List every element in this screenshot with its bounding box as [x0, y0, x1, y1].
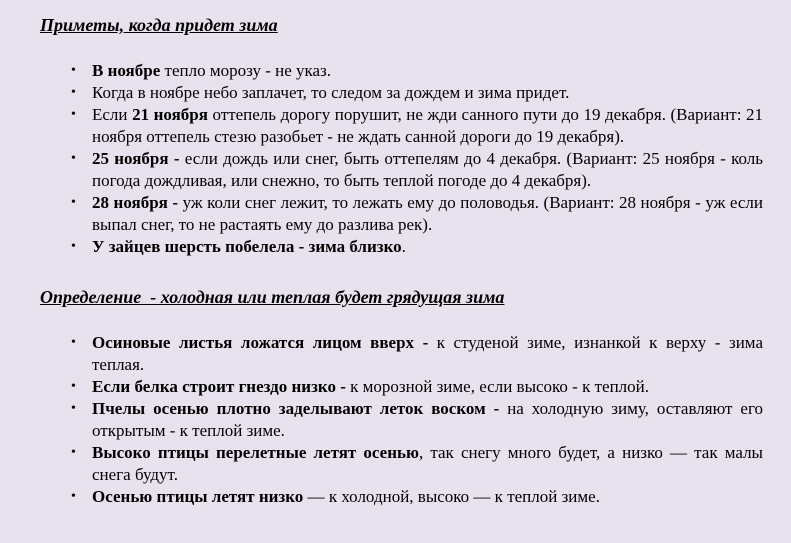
text-segment: Пчелы осенью плотно заделывают леток воском - — [92, 399, 500, 418]
text-segment: — к холодной, высоко — к теплой зиме. — [303, 487, 600, 506]
list-item — [92, 332, 763, 376]
text-segment: уж коли снег лежит, то лежать ему до половодья. (Вариант: 28 ноября - уж если выпал снег, то не растаять ему до разлива рек). — [92, 193, 763, 234]
bullet-list-cold-or-warm — [40, 332, 763, 508]
text-segment: 21 ноября — [132, 105, 208, 124]
text-segment: 28 ноября - — [92, 193, 179, 212]
section-heading-winter-omens: Приметы, когда придет зима — [40, 15, 278, 35]
text-segment: Высоко птицы перелетные летят осенью — [92, 443, 419, 462]
list-item — [92, 442, 763, 486]
list-item — [92, 60, 763, 82]
list-item — [92, 192, 763, 236]
text-segment: к студеной зиме, изнанкой к верху - зима теплая. — [92, 333, 763, 374]
list-item — [92, 82, 763, 104]
text-segment: У зайцев шерсть побелела - зима близко — [92, 237, 402, 256]
section-cold-or-warm — [40, 286, 763, 508]
text-segment: В ноябре — [92, 61, 161, 80]
text-segment: к морозной зиме, если высоко - к теплой. — [345, 377, 650, 396]
text-segment: тепло морозу - не указ. — [160, 61, 332, 80]
list-item — [92, 398, 763, 442]
section-winter-omens — [40, 14, 763, 258]
text-segment: если дождь или снег, быть оттепелям до 4 декабря. (Вариант: 25 ноября - коль погода дождливая, или снежно, то быть теплой погоде до 4 декабря). — [92, 149, 763, 190]
text-segment: Осенью птицы летят низко — [92, 487, 304, 506]
text-segment: Когда в ноябре небо заплачет, то следом за дождем и зима придет. — [92, 83, 570, 102]
text-segment: , так снегу много будет, а низко — так малы снега будут. — [92, 443, 763, 484]
section-heading-cold-or-warm: Определение - холодная или теплая будет грядущая зима — [40, 287, 505, 307]
text-segment: на холодную зиму, оставляют его открытым - к теплой зиме. — [92, 399, 763, 440]
text-segment: оттепель дорогу порушит, не жди санного пути до 19 декабря. (Вариант: 21 ноября оттепель стезю разобьет - не ждать санной дороги до 19 декабря). — [92, 105, 763, 146]
text-segment: . — [401, 237, 406, 256]
text-segment: 25 ноября - — [92, 149, 180, 168]
list-item — [92, 236, 763, 258]
text-segment: Осиновые листья ложатся лицом вверх - — [92, 333, 429, 352]
text-segment: Если белка строит гнездо низко - — [92, 377, 346, 396]
list-item — [92, 376, 763, 398]
text-segment: Если — [92, 105, 133, 124]
list-item — [92, 104, 763, 148]
bullet-list-winter-omens — [40, 60, 763, 258]
list-item — [92, 486, 763, 508]
list-item — [92, 148, 763, 192]
